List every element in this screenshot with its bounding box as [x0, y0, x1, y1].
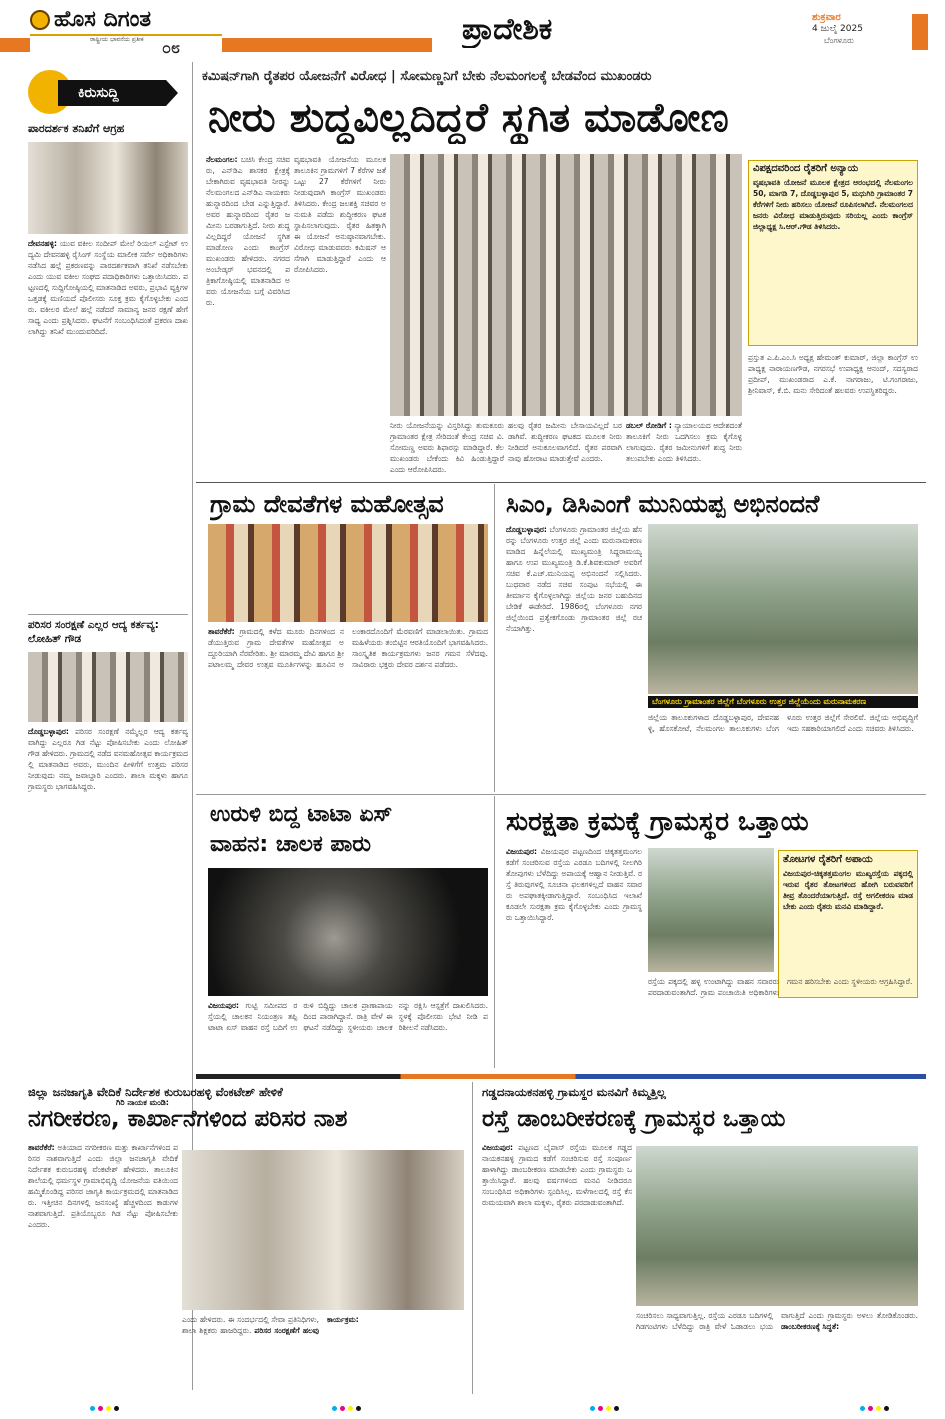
- story-road: [476, 1080, 926, 1396]
- cm-body2: ಜಿಲ್ಲೆಯ ತಾಲೂಕುಗಳಾದ ದೊಡ್ಡಬಳ್ಳಾಪುರ, ದೇವನಹಳ್ಳಿ, ಹೊಸಕೋಟೆ, ನೆಲಮಂಗಲ ತಾಲೂಕುಗಳು ಬೆಂಗಳೂರು ಉತ್ತರ ಜಿಲ್ಲೆಗೆ ಸೇರಲಿವೆ. ಜಿಲ್ಲೆಯ ಅಭಿವೃದ್ಧಿಗೆ ಇದು ಸಹಕಾರಿಯಾಗಲಿದೆ ಎಂದು ಸಚಿವರು ತಿಳಿಸಿದರು.: [648, 713, 918, 733]
- cm-headline: ಸಿಎಂ, ಡಿಸಿಎಂಗೆ ಮುನಿಯಪ್ಪ ಅಭಿನಂದನೆ: [506, 490, 820, 518]
- reg-mark-7: [348, 1406, 353, 1411]
- cm-body-text: ಬೆಂಗಳೂರು ಗ್ರಾಮಾಂತರ ಜಿಲ್ಲೆಯ ಹೆಸರನ್ನು ಬೆಂಗಳೂರು ಉತ್ತರ ಜಿಲ್ಲೆ ಎಂದು ಮರುನಾಮಕರಣ ಮಾಡಿದ ಹಿನ್ನೆಲೆಯಲ್ಲಿ ಮುಖ್ಯಮಂತ್ರಿ ಸಿದ್ದರಾಮಯ್ಯ ಹಾಗೂ ಉಪ ಮುಖ್ಯಮಂತ್ರಿ ಡಿ.ಕೆ.ಶಿವಕುಮಾರ್ ಅವರಿಗೆ ಸಚಿವ ಕೆ.ಎಚ್.ಮುನಿಯಪ್ಪ ಅಭಿನಂದನೆ ಸಲ್ಲಿಸಿದರು. ಬುಧವಾರ ನಡೆದ ಸಚಿವ ಸಂಪುಟ ಸಭೆಯಲ್ಲಿ ಈ ತೀರ್ಮಾನ ಕೈಗೊಳ್ಳಲಾಗಿದ್ದು ಜಿಲ್ಲೆಯ ಜನರ ಬಹುದಿನದ ಬೇಡಿಕೆ ಈಡೇರಿದೆ. 1986ರಲ್ಲಿ ಬೆಂಗಳೂರು ನಗರ ಜಿಲ್ಲೆಯಿಂದ ಪ್ರತ್ಯೇಕಗೊಂಡು ಗ್ರಾಮಾಂತರ ಜಿಲ್ಲೆ ರಚನೆಯಾಗಿತ್ತು.: [506, 525, 642, 633]
- reg-mark-6: [340, 1406, 345, 1411]
- logo-tagline: ರಾಷ್ಟ್ರೀಯ ಭಾವನೆಯ ಪ್ರತೀಕ: [90, 36, 144, 43]
- kirusuddi-label: ಕಿರುಸುದ್ದಿ: [78, 85, 119, 101]
- bottom-color-rule: [196, 1074, 926, 1079]
- lead-body-col1: [206, 154, 290, 418]
- mid-divider-1: [494, 484, 495, 792]
- urban-headline: ನಗರೀಕರಣ, ಕಾರ್ಖಾನೆಗಳಿಂದ ಪರಿಸರ ನಾಶ: [28, 1106, 348, 1132]
- urban-body2-text: ಎಂದು ಹೇಳಿದರು. ಈ ಸಂದರ್ಭದಲ್ಲಿ ಸೇವಾ ಪ್ರತಿನಿಧಿಗಳು, ಶಾಲಾ ಶಿಕ್ಷಕರು ಹಾಜರಿದ್ದರು.: [182, 1315, 319, 1335]
- masthead-date-block: [812, 12, 912, 52]
- temple-photo: [208, 524, 488, 622]
- lead-photo: [390, 154, 742, 416]
- kirusuddi-item1-dateline: ದೇವನಹಳ್ಳಿ:: [28, 239, 58, 248]
- road-dateline: ವಿಜಯಪುರ:: [482, 1143, 513, 1152]
- urban-body-text: ಅತಿಯಾದ ನಗರೀಕರಣ ಮತ್ತು ಕಾರ್ಖಾನೆಗಳಿಂದ ಪರಿಸರ ನಾಶವಾಗುತ್ತಿದೆ ಎಂದು ಜಿಲ್ಲಾ ಜನಜಾಗೃತಿ ವೇದಿಕೆ ನಿರ್ದೇಶಕ ಕುರುಬರಹಳ್ಳಿ ವೆಂಕಟೇಶ್ ಹೇಳಿದರು. ತಾಲೂಕಿನ ಶಾಲೆಯಲ್ಲಿ ಧರ್ಮಸ್ಥಳ ಗ್ರಾಮಾಭಿವೃದ್ಧಿ ಯೋಜನೆಯ ವತಿಯಿಂದ ಹಮ್ಮಿಕೊಂಡಿದ್ದ ಪರಿಸರ ಜಾಗೃತಿ ಕಾರ್ಯಕ್ರಮದಲ್ಲಿ ಮಾತನಾಡಿದರು. ಇತ್ತೀಚಿನ ದಿನಗಳಲ್ಲಿ ಜನಸಂಖ್ಯೆ ಹೆಚ್ಚಳದಿಂದ ಕಾಡುಗಳ ನಾಶವಾಗುತ್ತಿದೆ. ಪ್ರತಿಯೊಬ್ಬರೂ ಗಿಡ ನೆಟ್ಟು ಪೋಷಿಸಬೇಕು ಎಂದರು.: [28, 1143, 178, 1229]
- accident-dateline: ವಿಜಯಪುರ:: [208, 1001, 239, 1010]
- reg-mark-11: [606, 1406, 611, 1411]
- kirusuddi-item1-photo: [28, 142, 188, 234]
- kirusuddi-signoff: ಗಿರಿ ನಾಯಕ ಮಂಡಿ:: [116, 1098, 170, 1107]
- cm-body: [506, 524, 642, 702]
- lead-body-bottom1: ನೀರು ಯೋಜನೆಯನ್ನು ವಿಸ್ತರಿಸಿದ್ದು ತುಮಕೂರು ಗ್ರಾಮಾಂತರ ಕ್ಷೇತ್ರ ಸೇರಿದಂತೆ ಕೇಂದ್ರ ಸಚಿವ ವಿ.ಸೋಮಣ್ಣ ಅವರು ಶಿಫಾರಸ್ಸು ಮಾಡಿದ್ದಾರೆ. ಕೆಲ ಮುಖಂಡರು ಬೇಕೆಂದು ಕಿವಿ ಹಿಂಡುತ್ತಿದ್ದಾರೆ ಎಂದು ಆರೋಪಿಸಿದರು.: [390, 421, 504, 474]
- temple-headline: ಗ್ರಾಮ ದೇವತೆಗಳ ಮಹೋತ್ಸವ: [210, 490, 444, 518]
- lead-body-bottom3-text: ನ್ಯಾಯಾಲಯದ ಆದೇಶದಂತೆ ತಾಲೂಕಿಗೆ ನೀರು ಒದಗಿಸಲು ಕ್ರಮ ಕೈಗೊಳ್ಳಲಾಗುವುದು. ರೈತರ ಜಮೀನುಗಳಿಗೆ ಶುದ್ಧ ನೀರು ತಲುಪಬೇಕು ಎಂದು ತಿಳಿಸಿದರು.: [626, 421, 742, 463]
- reg-mark-2: [98, 1406, 103, 1411]
- registration-marks: [0, 1406, 945, 1416]
- kirusuddi-item2-text: ಪರಿಸರ ಸಂರಕ್ಷಣೆ ನಮ್ಮೆಲ್ಲರ ಆದ್ಯ ಕರ್ತವ್ಯವಾಗಿದ್ದು ಎಲ್ಲರೂ ಗಿಡ ನೆಟ್ಟು ಪೋಷಿಸಬೇಕು ಎಂದು ಲೋಹಿತ್ ಗೌಡ ಹೇಳಿದರು. ಗ್ರಾಮದಲ್ಲಿ ನಡೆದ ವನಮಹೋತ್ಸವ ಕಾರ್ಯಕ್ರಮದಲ್ಲಿ ಮಾತನಾಡಿದ ಅವರು, ಮುಂದಿನ ಪೀಳಿಗೆಗೆ ಉತ್ತಮ ಪರಿಸರ ನೀಡುವುದು ನಮ್ಮ ಜವಾಬ್ದಾರಿ ಎಂದರು. ಶಾಲಾ ಮಕ್ಕಳು ಹಾಗೂ ಗ್ರಾಮಸ್ಥರು ಭಾಗವಹಿಸಿದ್ದರು.: [28, 727, 188, 791]
- reg-mark-15: [876, 1406, 881, 1411]
- lead-dateline: ನೆಲಮಂಗಲ:: [206, 155, 238, 164]
- lead-sidebar-title: ವಿಪಕ್ಷದವರಿಂದ ರೈತರಿಗೆ ಅನ್ಯಾಯ: [753, 163, 859, 174]
- kirusuddi-divider: [28, 614, 188, 615]
- reg-mark-8: [356, 1406, 361, 1411]
- reg-mark-12: [614, 1406, 619, 1411]
- urban-photo: [182, 1150, 464, 1310]
- kirusuddi-item1-title: ಪಾರದರ್ಶಕ ತನಿಖೆಗೆ ಆಗ್ರಹ: [28, 122, 125, 135]
- road-kicker: ಗಡ್ಡದನಾಯಕನಹಳ್ಳಿ ಗ್ರಾಮಸ್ಥರ ಮನವಿಗೆ ಕಿಮ್ಮತ್ತಿಲ್ಲ: [482, 1085, 666, 1099]
- reg-mark-4: [114, 1406, 119, 1411]
- story-accident: [196, 796, 492, 1068]
- lead-body-col1-text: ಬಚಿಸಿ ಕೇಂದ್ರ ಸಚಿವರು, ಎನ್‌ಡಿಎ ಶಾಸಕರ ಕ್ಷೇತ್ರಕ್ಕೆ ಬೇಕಾಗಿರುವ ವೃಷಭಾವತಿ ನೀರನ್ನು ನೆಲಮಂಗಲದ ಎನ್‌ಡಿಎ ನಾಯಕರು ಹುನ್ನಾರದಿಂದ ಬೇಡ ಎನ್ನುತ್ತಿದ್ದಾರೆ. ಅವರ ಹುನ್ನಾರದಿಂದ ರೈತರ ಜಮೀನು ಬರಡಾಗುತ್ತಿದೆ. ನೀರು ಶುದ್ಧವಿಲ್ಲದಿದ್ದರೆ ಯೋಜನೆ ಸ್ಥಗಿತ ಮಾಡೋಣ ಎಂದು ಕಾಂಗ್ರೆಸ್ ಮುಖಂಡರು ಹೇಳಿದರು. ನಗರದ ಅಂಬೇಡ್ಕರ್ ಭವನದಲ್ಲಿ ಪತ್ರಿಕಾಗೋಷ್ಠಿಯಲ್ಲಿ ಮಾತನಾಡಿದ ಅವರು ಯೋಜನೆಯ ಬಗ್ಗೆ ವಿವರಿಸಿದರು.: [206, 155, 290, 307]
- road-body2: [636, 1310, 918, 1392]
- date-label: 4 ಜುಲೈ 2025: [812, 24, 863, 34]
- safety-sidebar-title: ತೋಟಗಳ ರೈತರಿಗೆ ಅಪಾಯ: [783, 854, 873, 865]
- lead-headline: ನೀರು ಶುದ್ಧವಿಲ್ಲದಿದ್ದರೆ ಸ್ಥಗಿತ ಮಾಡೋಣ: [208, 95, 729, 141]
- lead-body-col2: ವೃಷಭಾವತಿ ಯೋಜನೆಯ ಮೂಲಕ ತಾಲೂಕಿನ ಗ್ರಾಮಗಳಿಗೆ 7 ಕೆರೆಗಳ ಜತೆ ಒಟ್ಟು 27 ಕೆರೆಗಳಿಗೆ ನೀರು ನೀಡುವುದಾಗಿ ಕಾಂಗ್ರೆಸ್ ಮುಖಂಡರು ತಿಳಿಸಿದರು. ಕೇಂದ್ರ ಜಲಶಕ್ತಿ ಸಚಿವರ ಅನುಮತಿ ಪಡೆದು ಶುದ್ಧೀಕರಣ ಘಟಕ ಸ್ಥಾಪಿಸಲಾಗುವುದು. ರೈತರ ಹಿತಕ್ಕಾಗಿ ಈ ಯೋಜನೆ ಅನುಷ್ಠಾನವಾಗಬೇಕು. ವಿರೋಧ ಮಾಡುವವರು ಕಮಿಷನ್ ಆಸೆಗಾಗಿ ಮಾಡುತ್ತಿದ್ದಾರೆ ಎಂದು ಆರೋಪಿಸಿದರು.: [294, 155, 386, 274]
- urban-dateline: ತಾವರೆಕೆರೆ:: [28, 1143, 55, 1152]
- road-body: [482, 1142, 632, 1392]
- lead-sidebar: [748, 160, 918, 346]
- road-inline-label: ಡಾಂಬರೀಕರಣಕ್ಕೆ: [781, 1322, 820, 1331]
- page-number: ೦೮: [162, 38, 180, 57]
- urban-body2: [182, 1314, 464, 1392]
- road-body2-text: ಸಂಚರಿಸಲು ಸಾಧ್ಯವಾಗುತ್ತಿಲ್ಲ. ರಸ್ತೆಯ ಎರಡೂ ಬದಿಗಳಲ್ಲಿ ಗಿಡಗಂಟಿಗಳು ಬೆಳೆದಿದ್ದು ರಾತ್ರಿ ವೇಳೆ ಓಡಾಡಲು ಭಯವಾಗುತ್ತಿದೆ ಎಂದು ಗ್ರಾಮಸ್ಥರು ಅಳಲು ತೋಡಿಕೊಂಡರು.: [636, 1311, 918, 1331]
- masthead-orange-bar-right: [222, 38, 432, 52]
- kirusuddi-item1-text: ಯುವ ವಕೀಲ ಸಂದೀಪ್ ಮೇಲೆ ರಿಯಲ್ ಎಸ್ಟೇಟ್ ಉದ್ಯಮಿ ದೇವನಹಳ್ಳಿ ರೈಸಿಂಗ್ ಸಂಸ್ಥೆಯ ಮಾಲೀಕ ಸರ್ವೇ ಅಧಿಕಾರಿಗಳು ನಡೆಸಿದ ಹಲ್ಲೆ ಪ್ರಕರಣವನ್ನು ಪಾರದರ್ಶಕವಾಗಿ ತನಿಖೆ ನಡೆಸಬೇಕು ಎಂದು ಯುವ ವಕೀಲ ಸಂಘದ ಪದಾಧಿಕಾರಿಗಳು ಒತ್ತಾಯಿಸಿದರು. ಪಟ್ಟಣದಲ್ಲಿ ಸುದ್ದಿಗೋಷ್ಠಿಯಲ್ಲಿ ಮಾತನಾಡಿದ ಅವರು, ಪ್ರಭಾವಿ ವ್ಯಕ್ತಿಗಳ ಒತ್ತಡಕ್ಕೆ ಮಣಿಯದೆ ಪೊಲೀಸರು ಸೂಕ್ತ ಕ್ರಮ ಕೈಗೊಳ್ಳಬೇಕು ಎಂದರು. ವಕೀಲರ ಮೇಲೆ ಹಲ್ಲೆ ನಡೆದರೆ ಸಾಮಾನ್ಯ ಜನರ ರಕ್ಷಣೆ ಹೇಗೆ ಸಾಧ್ಯ ಎಂದು ಪ್ರಶ್ನಿಸಿದರು. ಘಟನೆಗೆ ಸಂಬಂಧಿಸಿದಂತೆ ಪ್ರಕರಣ ದಾಖಲಾಗಿದ್ದು ತನಿಖೆ ಮುಂದುವರಿದಿದೆ.: [28, 239, 188, 336]
- story-temple: [196, 484, 492, 792]
- reg-mark-5: [332, 1406, 337, 1411]
- kirusuddi-header: [28, 70, 180, 114]
- lead-body-bottom2: ಹಲವು ರೈತರ ಜಮೀನು ಬೇಸಾಯವಿಲ್ಲದೆ ಬರಡಾಗಿವೆ. ಶುದ್ಧೀಕರಣ ಘಟಕದ ಮೂಲಕ ನೀರು ನೀಡಿದರೆ ಅನುಕೂಲವಾಗಲಿದೆ. ರೈತರ ಪರವಾಗಿ ನಾವು ಹೋರಾಟ ಮಾಡುತ್ತೇವೆ ಎಂದರು.: [508, 421, 622, 463]
- reg-mark-3: [106, 1406, 111, 1411]
- masthead-orange-bar: [0, 38, 30, 52]
- kirusuddi-item2-dateline: ದೊಡ್ಡಬಳ್ಳಾಪುರ:: [28, 727, 69, 736]
- kirusuddi-item2-photo: [28, 652, 188, 722]
- kirusuddi-item2-title: ಪರಿಸರ ಸಂರಕ್ಷಣೆ ಎಲ್ಲರ ಆದ್ಯ ಕರ್ತವ್ಯ: ಲೋಹಿತ್ ಗೌಡ: [28, 619, 159, 645]
- lead-body-bottom3: [626, 420, 742, 476]
- story-urban: [18, 1080, 468, 1396]
- masthead: [0, 0, 945, 62]
- safety-sidebar-body: ವಿಜಯಪುರ-ಚಿಕ್ಕತತ್ತಮಂಗಲ ಮುಖ್ಯರಸ್ತೆಯ ಪಕ್ಕದಲ್ಲಿ ಇರುವ ರೈತರ ತೋಟಗಳಿಂದ ಹೋಗಿ ಬರುವವರಿಗೆ ತೀವ್ರ ತೊಂದರೆಯಾಗುತ್ತಿದೆ. ರಸ್ತೆ ಅಗಲೀಕರಣ ಮಾಡಬೇಕು ಎಂದು ರೈತರು ಮನವಿ ಮಾಡಿದ್ದಾರೆ.: [783, 869, 913, 911]
- kirusuddi-item2-body: [28, 726, 188, 1112]
- logo-emblem-icon: [30, 10, 50, 30]
- accident-photo: [208, 868, 488, 996]
- safety-dateline: ವಿಜಯಪುರ:: [506, 847, 537, 856]
- accident-headline-1: ಉರುಳಿ ಬಿದ್ದ ಟಾಟಾ ಏಸ್: [210, 802, 393, 827]
- temple-body: [208, 626, 488, 788]
- cm-dateline: ದೊಡ್ಡಬಳ್ಳಾಪುರ:: [506, 525, 547, 534]
- mid-divider-2: [494, 796, 495, 1068]
- reg-mark-1: [90, 1406, 95, 1411]
- city-label: ಬೆಂಗಳೂರು: [824, 36, 854, 45]
- lead-kicker: ಕಮಿಷನ್‌ಗಾಗಿ ರೈತಪರ ಯೋಜನೆಗೆ ವಿರೋಧ | ಸೋಮಣ್ಣನಿಗೆ ಬೇಕು ನೆಲಮಂಗಲಕ್ಕೆ ಬೇಡವೆಂದ ಮುಖಂಡರು: [202, 69, 652, 84]
- reg-mark-16: [884, 1406, 889, 1411]
- safety-body2: ರಸ್ತೆಯ ಪಕ್ಕದಲ್ಲಿ ಹಳ್ಳ ಉಂಟಾಗಿದ್ದು ವಾಹನ ಸವಾರರು ಪರದಾಡುವಂತಾಗಿದೆ. ಗ್ರಾಮ ಪಂಚಾಯಿತಿ ಅಧಿಕಾರಿಗಳು ಗಮನ ಹರಿಸಬೇಕು ಎಂದು ಸ್ಥಳೀಯರು ಆಗ್ರಹಿಸಿದ್ದಾರೆ.: [648, 977, 913, 997]
- reg-mark-14: [868, 1406, 873, 1411]
- story-cm: [498, 484, 926, 792]
- safety-headline: ಸುರಕ್ಷತಾ ಕ್ರಮಕ್ಕೆ ಗ್ರಾಮಸ್ಥರ ಒತ್ತಾಯ: [506, 807, 809, 837]
- urban-kicker: ಜಿಲ್ಲಾ ಜನಜಾಗೃತಿ ವೇದಿಕೆ ನಿರ್ದೇಶಕ ಕುರುಬರಹಳ್ಳಿ ವೆಂಕಟೇಶ್ ಹೇಳಿಕೆ: [28, 1085, 283, 1099]
- lead-right-col: ಪ್ರಸ್ತುತ ಎ.ಪಿ.ಎಂ.ಸಿ ಅಧ್ಯಕ್ಷ ಹೇಮಂತ್ ಕುಮಾರ್, ಜಿಲ್ಲಾ ಕಾಂಗ್ರೆಸ್ ಉಪಾಧ್ಯಕ್ಷ ನಾರಾಯಣಗೌಡ, ನಗರಸಭೆ ಉಪಾಧ್ಯಕ್ಷ ಆನಂದ್, ಸದಸ್ಯರಾದ ಪ್ರದೀಪ್, ಮುಖಂಡರಾದ ಎ.ಕೆ. ನಾಗರಾಜು, ಟಿ.ಗಂಗರಾಜು, ಶ್ರೀನಿವಾಸ್, ಕೆ.ಬಿ. ಮನು ಸೇರಿದಂತೆ ಹಲವರು ಉಪಸ್ಥಿತರಿದ್ದರು.: [748, 353, 918, 395]
- section-title: ಪ್ರಾದೇಶಿಕ: [462, 12, 553, 47]
- logo-block: [30, 8, 222, 57]
- safety-body-text: ವಿಜಯಪುರ ಪಟ್ಟಣದಿಂದ ಚಿಕ್ಕತತ್ತಮಂಗಲ ಕಡೆಗೆ ಸಂಚರಿಸುವ ರಸ್ತೆಯ ಎರಡೂ ಬದಿಗಳಲ್ಲಿ ನೀಲಗಿರಿ ತೋಪುಗಳು ಬೆಳೆದಿದ್ದು ಅಪಾಯಕ್ಕೆ ಆಹ್ವಾನ ನೀಡುತ್ತಿವೆ. ರಸ್ತೆ ತಿರುವುಗಳಲ್ಲಿ ಸೂಚನಾ ಫಲಕಗಳಿಲ್ಲದೆ ವಾಹನ ಸವಾರರು ಅಪಘಾತಕ್ಕೀಡಾಗುತ್ತಿದ್ದಾರೆ. ಸಂಬಂಧಿಸಿದ ಇಲಾಖೆ ಕೂಡಲೇ ಸುರಕ್ಷತಾ ಕ್ರಮ ಕೈಗೊಳ್ಳಬೇಕು ಎಂದು ಗ್ರಾಮಸ್ಥರು ಒತ್ತಾಯಿಸಿದ್ದಾರೆ.: [506, 847, 642, 922]
- temple-dateline: ತಾವರೆಕೆರೆ:: [208, 627, 235, 636]
- urban-body: [28, 1142, 178, 1392]
- lead-story: [196, 62, 926, 482]
- reg-mark-9: [590, 1406, 595, 1411]
- road-headline: ರಸ್ತೆ ಡಾಂಬರೀಕರಣಕ್ಕೆ ಗ್ರಾಮಸ್ಥರ ಒತ್ತಾಯ: [482, 1106, 786, 1132]
- reg-mark-13: [860, 1406, 865, 1411]
- road-photo: [636, 1146, 918, 1306]
- lead-inline-label: ಡಬಲ್ ರೋಡಿಗೆ :: [626, 421, 672, 430]
- urban-subhead: ಪರಿಸರ ಸಂರಕ್ಷಣೆಗೆ ಹಲವು ಕಾರ್ಯಕ್ರಮ:: [254, 1315, 359, 1335]
- safety-photo: [648, 848, 774, 972]
- cm-caption: ಬೆಂಗಳೂರು ಗ್ರಾಮಾಂತರ ಜಿಲ್ಲೆಗೆ ಬೆಂಗಳೂರು ಉತ್ತರ ಜಿಲ್ಲೆಯೆಂದು ಮರುನಾಮಕರಣ: [648, 696, 918, 708]
- bottom-divider: [472, 1082, 473, 1394]
- accident-headline-2: ವಾಹನ: ಚಾಲಕ ಪಾರು: [210, 832, 371, 857]
- temple-body-text: ಗ್ರಾಮದಲ್ಲಿ ಕಳೆದ ಮೂರು ದಿನಗಳಿಂದ ನಡೆಯುತ್ತಿರುವ ಗ್ರಾಮ ದೇವತೆಗಳ ಮಹೋತ್ಸವ ಅದ್ದೂರಿಯಾಗಿ ನೆರವೇರಿತು. ಶ್ರೀ ಮಾರಮ್ಮ ದೇವಿ ಹಾಗೂ ಶ್ರೀ ಪಟಾಲಮ್ಮ ದೇವರ ಉತ್ಸವ ಮೂರ್ತಿಗಳನ್ನು ಹೂವಿನ ಅಲಂಕಾರದೊಂದಿಗೆ ಮೆರವಣಿಗೆ ಮಾಡಲಾಯಿತು. ಗ್ರಾಮದ ಮಹಿಳೆಯರು ತಂಬಿಟ್ಟಿನ ಆರತಿಯೊಂದಿಗೆ ಭಾಗವಹಿಸಿದರು. ಸಾಂಸ್ಕೃತಿಕ ಕಾರ್ಯಕ್ರಮಗಳು ಜನರ ಗಮನ ಸೆಳೆದವು. ಸಾವಿರಾರು ಭಕ್ತರು ದೇವರ ದರ್ಶನ ಪಡೆದರು.: [208, 627, 488, 669]
- road-body-text: ಪಟ್ಟಣದ ಬೈಪಾಸ್ ರಸ್ತೆಯ ಮೂಲಕ ಗಡ್ಡದನಾಯಕನಹಳ್ಳಿ ಗ್ರಾಮದ ಕಡೆಗೆ ಸಂಚರಿಸುವ ರಸ್ತೆ ಸಂಪೂರ್ಣ ಹಾಳಾಗಿದ್ದು ಡಾಂಬರೀಕರಣ ಮಾಡಬೇಕು ಎಂದು ಗ್ರಾಮಸ್ಥರು ಒತ್ತಾಯಿಸಿದ್ದಾರೆ. ಹಲವು ವರ್ಷಗಳಿಂದ ಮನವಿ ನೀಡಿದರೂ ಸಂಬಂಧಿಸಿದ ಅಧಿಕಾರಿಗಳು ಸ್ಪಂದಿಸಿಲ್ಲ. ಮಳೆಗಾಲದಲ್ಲಿ ರಸ್ತೆ ಕೆಸರುಮಯವಾಗಿ ಶಾಲಾ ಮಕ್ಕಳು, ರೈತರು ಪರದಾಡುವಂತಾಗಿದೆ.: [482, 1143, 632, 1207]
- story-safety: [498, 796, 926, 1068]
- road-inline-label2: ಸಿದ್ಧತೆ:: [822, 1322, 840, 1331]
- kirusuddi-item1-body: [28, 238, 188, 618]
- day-label: ಶುಕ್ರವಾರ: [812, 12, 841, 23]
- lead-sidebar-body: ವೃಷಭಾವತಿ ಯೋಜನೆ ಮೂಲಕ ಕ್ಷೇತ್ರದ ಆರಂಭದಲ್ಲಿ ನೆಲಮಂಗಲ 50, ಮಾಗಡಿ 7, ದೊಡ್ಡಬಳ್ಳಾಪುರ 5, ಮಧುಗಿರಿ ಗ್ರಾಮಾಂತರ 7 ಕೆರೆಗಳಿಗೆ ನೀರು ಹರಿಸಲು ಯೋಜನೆ ರೂಪಿಸಲಾಗಿದೆ. ನೆಲಮಂಗಲದ ಜನರು ವಿರೋಧ ಮಾಡುತ್ತಿರುವುದು ಸರಿಯಲ್ಲ ಎಂದು ಕಾಂಗ್ರೆಸ್ ಜಿಲ್ಲಾಧ್ಯಕ್ಷ ಸಿ.ಆರ್.ಗೌಡ ತಿಳಿಸಿದರು.: [753, 178, 913, 231]
- accident-body: [208, 1000, 488, 1064]
- lead-bottom-divider: [196, 482, 926, 483]
- reg-mark-10: [598, 1406, 603, 1411]
- accident-body-text: ಗುಟ್ಟಿ ಸಮೀಪದ ರಸ್ತೆಯಲ್ಲಿ ಚಾಲಕನ ನಿಯಂತ್ರಣ ತಪ್ಪಿ ಟಾಟಾ ಏಸ್ ವಾಹನ ರಸ್ತೆ ಬದಿಗೆ ಉರುಳಿ ಬಿದ್ದಿದ್ದು ಚಾಲಕ ಪ್ರಾಣಾಪಾಯದಿಂದ ಪಾರಾಗಿದ್ದಾನೆ. ರಾತ್ರಿ ವೇಳೆ ಈ ಘಟನೆ ನಡೆದಿದ್ದು ಸ್ಥಳೀಯರು ಚಾಲಕನನ್ನು ರಕ್ಷಿಸಿ ಆಸ್ಪತ್ರೆಗೆ ದಾಖಲಿಸಿದರು. ಸ್ಥಳಕ್ಕೆ ಪೊಲೀಸರು ಭೇಟಿ ನೀಡಿ ಪರಿಶೀಲನೆ ನಡೆಸಿದರು.: [208, 1001, 488, 1032]
- row2-divider: [196, 794, 926, 795]
- logo-text: ಹೊಸ ದಿಗಂತ: [54, 8, 152, 32]
- masthead-right-bar: [912, 14, 928, 50]
- safety-body: [506, 846, 642, 1064]
- cm-photo: [648, 524, 918, 694]
